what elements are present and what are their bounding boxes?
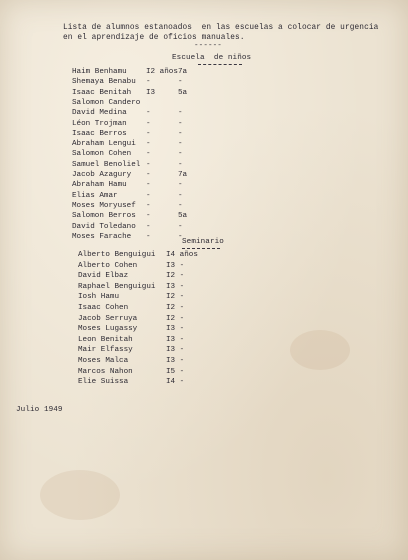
ninos-name: David Medina — [72, 109, 127, 118]
intro-line-1: Lista de alumnos estanoados en las escuelas a colocar de urgencia — [63, 24, 379, 32]
seminario-age: I2 - — [166, 304, 185, 312]
ninos-name: Haim Benhamu — [72, 68, 127, 76]
ninos-name: Moses Moryusef — [72, 201, 136, 210]
paper-stain — [40, 470, 120, 520]
ninos-name: Léon Trojman — [72, 119, 127, 128]
ninos-grade: - — [178, 201, 183, 210]
ninos-age: - — [146, 129, 151, 138]
ninos-grade: 5a — [178, 212, 188, 221]
ninos-name: Elias Amar — [72, 191, 118, 200]
ninos-age: - — [146, 150, 151, 159]
ninos-name: Moses Farache — [72, 232, 132, 241]
ninos-age: - — [146, 160, 151, 169]
seminario-age: I5 - — [166, 367, 185, 376]
ninos-grade: 5a — [178, 88, 188, 97]
ninos-grade: - — [178, 140, 183, 149]
ninos-age: - — [146, 212, 151, 221]
ninos-age: - — [146, 119, 151, 128]
ninos-grade: - — [178, 160, 183, 169]
ninos-grade: 7a — [178, 171, 188, 179]
seminario-name: Iosh Hamu — [78, 293, 120, 302]
ninos-age: - — [146, 171, 151, 179]
seminario-name: David Elbaz — [78, 272, 129, 281]
ninos-age: - — [146, 181, 151, 190]
ninos-grade: - — [178, 78, 183, 87]
ninos-name: Abraham Lengui — [72, 140, 136, 149]
seminario-name: Raphael Benguigui — [78, 282, 156, 291]
ninos-age: - — [146, 78, 151, 87]
ninos-grade: - — [178, 150, 183, 159]
paper-stain — [290, 330, 350, 370]
seminario-name: Moses Lugassy — [78, 325, 138, 334]
ninos-age: I2 años — [146, 68, 178, 76]
ninos-name: Abraham Hamu — [72, 181, 127, 190]
ninos-name: Salomon Berros — [72, 212, 136, 221]
ninos-name: Salomon Cohen — [72, 150, 132, 159]
seminario-age: I2 - — [166, 293, 185, 302]
seminario-name: Elie Suissa — [78, 378, 129, 387]
ninos-grade: - — [178, 119, 183, 128]
ninos-header: Escuela de niños — [172, 54, 252, 62]
ninos-grade: - — [178, 181, 183, 190]
seminario-name: Isaac Cohen — [78, 304, 129, 312]
ninos-name: Salomon Candero — [72, 98, 141, 107]
ninos-name: Jacob Azagury — [72, 171, 132, 179]
ninos-name: Isaac Benitah — [72, 88, 132, 97]
seminario-age: I3 - — [166, 325, 185, 334]
document-date: Julio 1949 — [16, 406, 63, 414]
ninos-name: David Toledano — [72, 222, 136, 231]
seminario-name: Alberto Cohen — [78, 261, 138, 270]
intro-line-2: en el aprendizaje de oficios manuales. — [63, 34, 245, 42]
ninos-header-underline — [198, 64, 242, 66]
seminario-age: I4 - — [166, 378, 185, 387]
seminario-header-underline — [182, 248, 220, 250]
seminario-name: Jacob Serruya — [78, 314, 138, 323]
ninos-age: - — [146, 222, 151, 231]
ninos-grade: - — [178, 232, 183, 241]
seminario-name: Moses Malca — [78, 357, 129, 365]
seminario-age: I3 - — [166, 335, 185, 344]
seminario-age: I2 - — [166, 272, 185, 281]
intro-rule: ------ — [194, 42, 222, 50]
ninos-age: - — [146, 232, 151, 241]
ninos-age: - — [146, 201, 151, 210]
seminario-age: I2 - — [166, 314, 185, 323]
seminario-age: I3 - — [166, 282, 185, 291]
seminario-age: I3 - — [166, 357, 185, 365]
seminario-name: Alberto Benguigui — [78, 251, 156, 259]
seminario-age: I3 - — [166, 346, 185, 355]
ninos-grade: - — [178, 222, 183, 231]
ninos-name: Shemaya Benabu — [72, 78, 136, 87]
seminario-name: Mair Elfassy — [78, 346, 133, 355]
ninos-name: Isaac Berros — [72, 129, 127, 138]
seminario-age: I3 - — [166, 261, 185, 270]
ninos-grade: - — [178, 191, 183, 200]
ninos-age: - — [146, 140, 151, 149]
seminario-name: Marcos Nahon — [78, 367, 133, 376]
ninos-age: - — [146, 109, 151, 118]
ninos-grade: 7a — [178, 68, 188, 76]
seminario-age: I4 años — [166, 251, 198, 259]
ninos-age: - — [146, 191, 151, 200]
ninos-grade: - — [178, 109, 183, 118]
seminario-name: Leon Benitah — [78, 335, 133, 344]
ninos-age: I3 — [146, 88, 156, 97]
ninos-grade: - — [178, 129, 183, 138]
ninos-name: Samuel Benoliel — [72, 160, 141, 169]
seminario-header: Seminario — [182, 238, 224, 246]
